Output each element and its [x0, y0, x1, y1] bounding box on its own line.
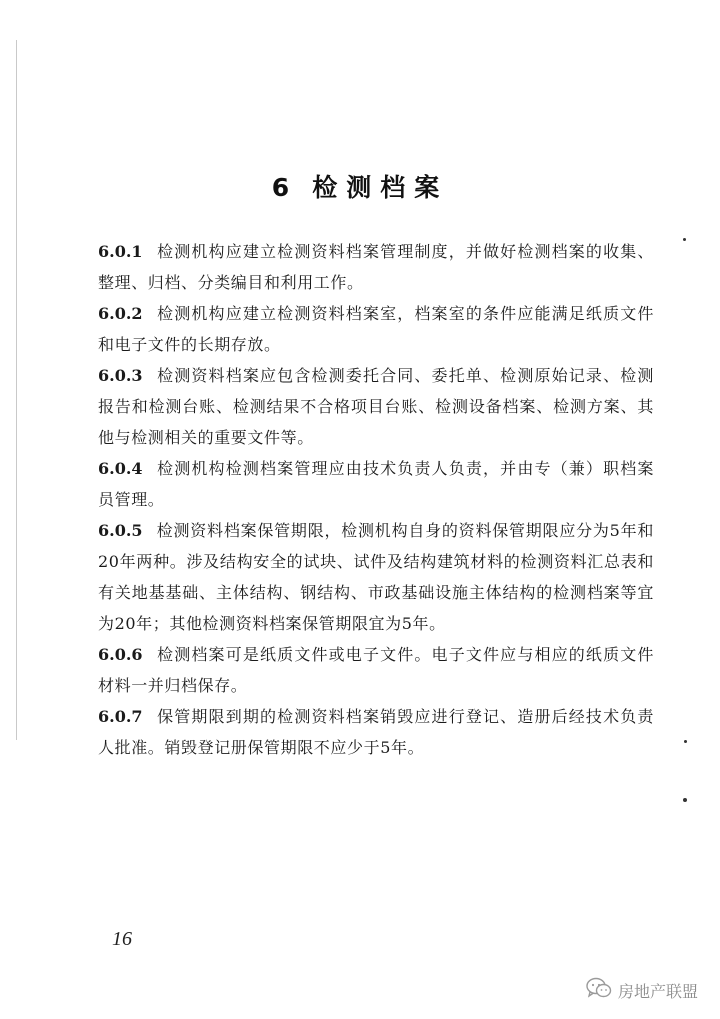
watermark	[586, 976, 698, 1004]
clause-list	[98, 236, 654, 763]
clause-number: 6.0.5	[98, 521, 143, 540]
clause-text: 保管期限到期的检测资料档案销毁应进行登记、造册后经技术负责人批准。销毁登记册保管期限不应少于5年。	[98, 707, 654, 757]
clause-number: 6.0.1	[98, 242, 143, 261]
clause-text: 检测资料档案保管期限，检测机构自身的资料保管期限应分为5年和20年两种。涉及结构安全的试块、试件及结构建筑材料的检测资料汇总表和有关地基基础、主体结构、钢结构、市政基础设施主体结构的检测档案等宜为20年；其他检测资料档案保管期限宜为5年。	[98, 521, 654, 633]
scan-speck	[684, 740, 687, 743]
clause-6-0-4	[98, 453, 654, 515]
clause-6-0-6	[98, 639, 654, 701]
clause-6-0-1	[98, 236, 654, 298]
clause-6-0-5	[98, 515, 654, 639]
clause-number: 6.0.2	[98, 304, 143, 323]
chapter-title-text: 检测档案	[312, 173, 449, 202]
clause-text: 检测机构应建立检测资料档案管理制度，并做好检测档案的收集、整理、归档、分类编目和利用工作。	[98, 242, 654, 292]
clause-6-0-3	[98, 360, 654, 453]
scan-speck	[683, 238, 686, 241]
wechat-icon	[586, 977, 618, 1003]
watermark-text: 房地产联盟	[617, 981, 698, 1001]
scan-speck	[683, 798, 687, 802]
clause-text: 检测档案可是纸质文件或电子文件。电子文件应与相应的纸质文件材料一并归档保存。	[98, 645, 654, 695]
clause-6-0-7	[98, 701, 654, 763]
clause-text: 检测机构检测档案管理应由技术负责人负责，并由专（兼）职档案员管理。	[98, 459, 654, 509]
chapter-number: 6	[271, 173, 299, 202]
chapter-title	[0, 168, 720, 204]
clause-6-0-2	[98, 298, 654, 360]
page-number: 16	[112, 928, 132, 950]
clause-number: 6.0.3	[98, 366, 143, 385]
clause-text: 检测资料档案应包含检测委托合同、委托单、检测原始记录、检测报告和检测台账、检测结果不合格项目台账、检测设备档案、检测方案、其他与检测相关的重要文件等。	[98, 366, 654, 447]
scan-edge-line	[16, 40, 17, 740]
clause-text: 检测机构应建立检测资料档案室，档案室的条件应能满足纸质文件和电子文件的长期存放。	[98, 304, 654, 354]
clause-number: 6.0.4	[98, 459, 143, 478]
clause-number: 6.0.7	[98, 707, 143, 726]
clause-number: 6.0.6	[98, 645, 143, 664]
